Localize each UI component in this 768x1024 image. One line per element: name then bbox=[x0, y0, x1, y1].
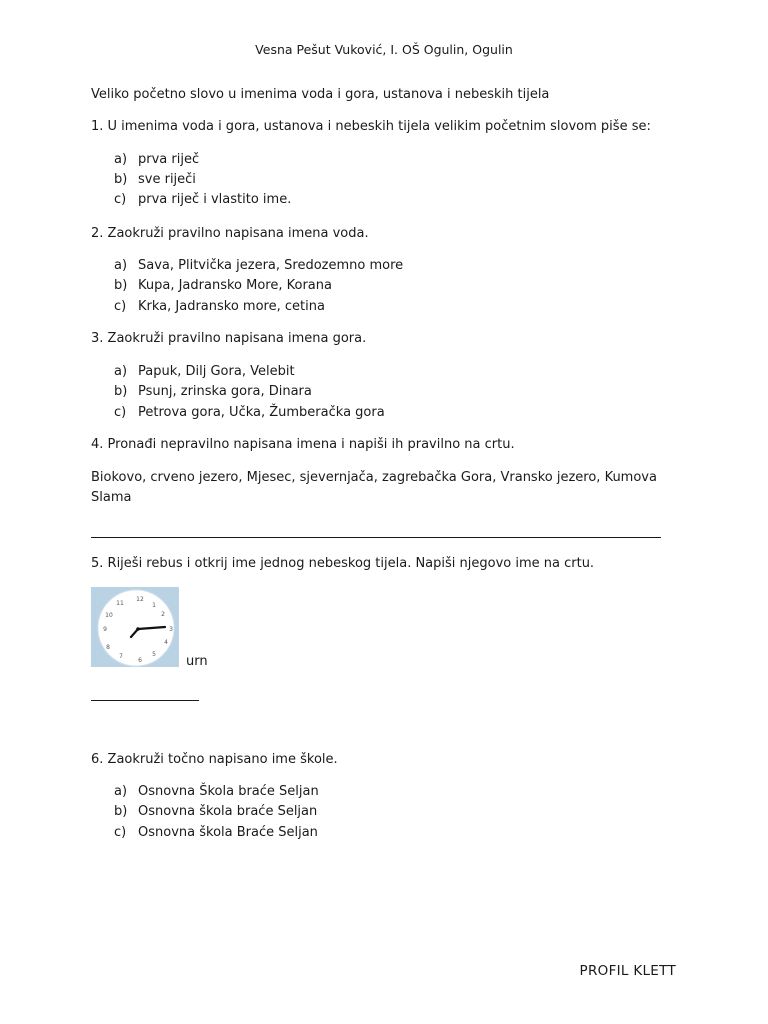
option-letter: c) bbox=[114, 405, 127, 420]
q3-option-b bbox=[114, 384, 312, 399]
clock-icon bbox=[91, 587, 179, 667]
question-1: 1. U imenima voda i gora, ustanova i nebeskih tijela velikim početnim slovom piše se: bbox=[91, 119, 651, 134]
q1-option-b bbox=[114, 172, 196, 187]
option-letter: b) bbox=[114, 804, 128, 819]
q1-option-a bbox=[114, 152, 199, 167]
q4-answer-line[interactable] bbox=[91, 537, 661, 538]
svg-text:9: 9 bbox=[103, 626, 107, 633]
question-2: 2. Zaokruži pravilno napisana imena voda. bbox=[91, 226, 369, 241]
option-text: Osnovna škola braće Seljan bbox=[138, 804, 318, 819]
q6-option-b bbox=[114, 804, 317, 819]
option-letter: b) bbox=[114, 384, 128, 399]
svg-text:6: 6 bbox=[138, 657, 142, 664]
option-letter: c) bbox=[114, 825, 127, 840]
option-letter: a) bbox=[114, 784, 128, 799]
option-text: sve riječi bbox=[138, 172, 196, 187]
svg-text:3: 3 bbox=[169, 626, 173, 633]
q4-word-list-line-1: Biokovo, crveno jezero, Mjesec, sjevernjača, zagrebačka Gora, Vransko jezero, Kumova bbox=[91, 470, 657, 485]
q6-option-c bbox=[114, 825, 318, 840]
svg-text:4: 4 bbox=[164, 639, 168, 646]
rebus-suffix: urn bbox=[186, 654, 208, 669]
q2-option-a bbox=[114, 258, 403, 273]
option-text: Sava, Plitvička jezera, Sredozemno more bbox=[138, 258, 404, 273]
option-text: prva riječ bbox=[138, 152, 200, 167]
svg-text:12: 12 bbox=[136, 596, 144, 603]
clock-picture bbox=[91, 587, 179, 667]
svg-text:5: 5 bbox=[152, 651, 156, 658]
svg-text:2: 2 bbox=[161, 611, 165, 618]
q1-option-c bbox=[114, 192, 291, 207]
option-text: Petrova gora, Učka, Žumberačka gora bbox=[138, 405, 385, 420]
q5-answer-line[interactable] bbox=[91, 700, 199, 701]
option-text: prva riječ i vlastito ime. bbox=[138, 192, 292, 207]
question-5: 5. Riješi rebus i otkrij ime jednog nebeskog tijela. Napiši njegovo ime na crtu. bbox=[91, 556, 595, 571]
option-letter: c) bbox=[114, 299, 127, 314]
page-header: Vesna Pešut Vuković, I. OŠ Ogulin, Ogulin bbox=[255, 42, 513, 57]
q4-word-list-line-2: Slama bbox=[91, 490, 132, 505]
q3-option-a bbox=[114, 364, 295, 379]
question-4: 4. Pronađi nepravilno napisana imena i napiši ih pravilno na crtu. bbox=[91, 437, 515, 452]
option-letter: b) bbox=[114, 172, 128, 187]
option-text: Kupa, Jadransko More, Korana bbox=[138, 278, 332, 293]
option-text: Osnovna škola Braće Seljan bbox=[138, 825, 318, 840]
svg-text:11: 11 bbox=[116, 600, 124, 607]
option-text: Osnovna Škola braće Seljan bbox=[138, 784, 319, 799]
svg-text:8: 8 bbox=[106, 644, 110, 651]
option-letter: b) bbox=[114, 278, 128, 293]
q6-option-a bbox=[114, 784, 319, 799]
question-3: 3. Zaokruži pravilno napisana imena gora. bbox=[91, 331, 367, 346]
question-6: 6. Zaokruži točno napisano ime škole. bbox=[91, 752, 338, 767]
option-text: Papuk, Dilj Gora, Velebit bbox=[138, 364, 295, 379]
q2-option-b bbox=[114, 278, 332, 293]
option-text: Psunj, zrinska gora, Dinara bbox=[138, 384, 312, 399]
svg-text:10: 10 bbox=[105, 612, 113, 619]
q2-option-c bbox=[114, 299, 325, 314]
option-letter: c) bbox=[114, 192, 127, 207]
option-letter: a) bbox=[114, 364, 128, 379]
option-letter: a) bbox=[114, 258, 128, 273]
option-text: Krka, Jadransko more, cetina bbox=[138, 299, 325, 314]
svg-text:7: 7 bbox=[119, 653, 123, 660]
option-letter: a) bbox=[114, 152, 128, 167]
q3-option-c bbox=[114, 405, 385, 420]
svg-text:1: 1 bbox=[152, 602, 156, 609]
publisher-footer: PROFIL KLETT bbox=[579, 963, 676, 979]
page-title: Veliko početno slovo u imenima voda i gora, ustanova i nebeskih tijela bbox=[91, 87, 550, 102]
